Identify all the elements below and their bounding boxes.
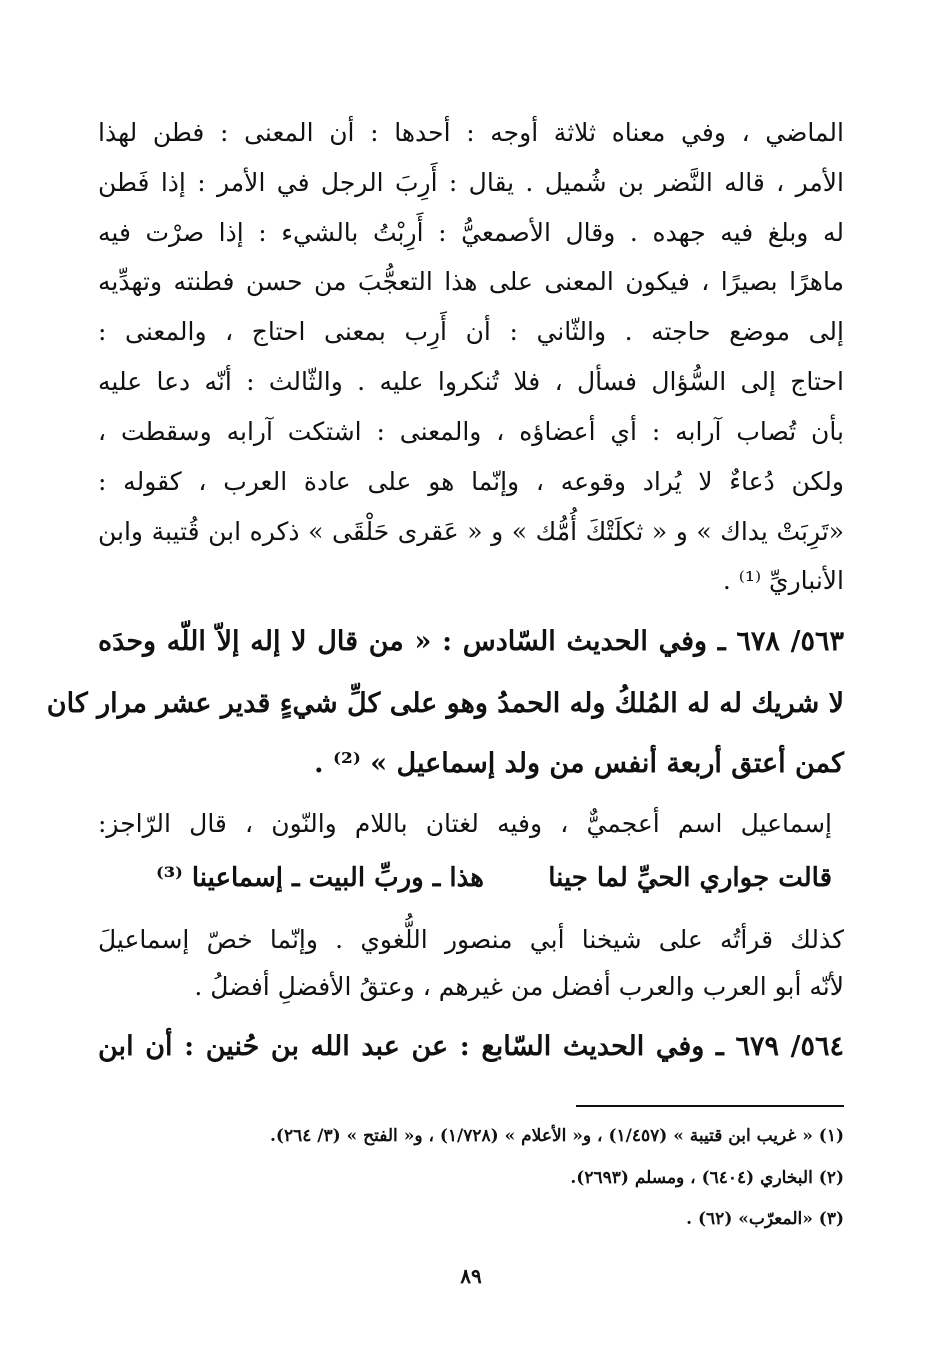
text-line: له وبلغ فيه جهده . وقال الأصمعيُّ : أَرِبْتُ بالشيء : إذا صرْت فيه (98, 218, 844, 247)
footnote-3: (٣) «المعرّب» (٦٢) . (686, 1209, 844, 1229)
text-line: ماهرًا بصيرًا ، فيكون المعنى على هذا التعجُّبَ من حسن فطنته وتهدِّيه (98, 267, 844, 296)
hadith-heading-line: ٥٦٣/ ٦٧٨ ـ وفي الحديث السّادس : « من قال لا إله إلاّ اللّه وحدَه (98, 626, 844, 657)
footnote-1: (١) « غريب ابن قتيبة » (١/٤٥٧) ، و« الأعلام » (١/٧٢٨) ، و« الفتح » (٣/ ٢٦٤). (270, 1126, 844, 1146)
verse-hemistich-1: قالت جواري الحيِّ لما جينا (548, 863, 832, 893)
verse-hemistich-2: هذا ـ وربِّ البيت ـ إسماعينا ⁽³⁾ (155, 863, 484, 893)
text-line: احتاج إلى السُّؤال فسأل ، فلا تُنكروا عليه . والثّالث : أنّه دعا عليه (98, 367, 844, 396)
text-line: ولكن دُعاءٌ لا يُراد وقوعه ، وإنّما هو على عادة العرب ، كقوله : (98, 467, 844, 496)
text-line: لأنّه أبو العرب والعرب أفضل من غيرهم ، وعتقُ الأفضلِ أفضلُ . (194, 972, 844, 1001)
footnote-separator (576, 1105, 844, 1107)
text-line: الماضي ، وفي معناه ثلاثة أوجه : أحدها : أن المعنى : فطن لهذا (98, 118, 844, 147)
text-line: الأنباريِّ ⁽¹⁾ . (722, 566, 844, 595)
hadith-text-line: كمن أعتق أربعة أنفس من ولد إسماعيل » ⁽²⁾ . (314, 748, 844, 779)
hadith-heading-line: ٥٦٤/ ٦٧٩ ـ وفي الحديث السّابع : عن عبد الله بن حُنين : أن ابن (98, 1031, 845, 1062)
page-number: ٨٩ (460, 1264, 482, 1288)
footnote-2: (٢) البخاري (٦٤٠٤) ، ومسلم (٢٦٩٣). (570, 1168, 844, 1188)
text-line: إلى موضع حاجته . والثّاني : أن أَرِب بمعنى احتاج ، والمعنى : (98, 317, 844, 346)
text-line: الأمر ، قاله النَّضر بن شُميل . يقال : أَرِبَ الرجل في الأمر : إذا فَطن (98, 168, 844, 197)
text-line: إسماعيل اسم أعجميٌّ ، وفيه لغتان باللام والنّون ، قال الرّاجز: (98, 809, 832, 838)
text-line: «تَرِبَتْ يداك » و « ثكلَتْكَ أُمُّك » و « عَقرى حَلْقَى » ذكره ابن قُتيبة وابن (98, 517, 844, 546)
hadith-text-line: لا شريك له له المُلكُ وله الحمدُ وهو على كلِّ شيءٍ قدير عشر مرار كان (46, 688, 844, 719)
text-line: بأن تُصاب آرابه : أي أعضاؤه ، والمعنى : اشتكت آرابه وسقطت ، (98, 417, 844, 446)
text-line: كذلك قرأتُه على شيخنا أبي منصور اللُّغوي . وإنّما خصّ إسماعيلَ (98, 925, 844, 954)
